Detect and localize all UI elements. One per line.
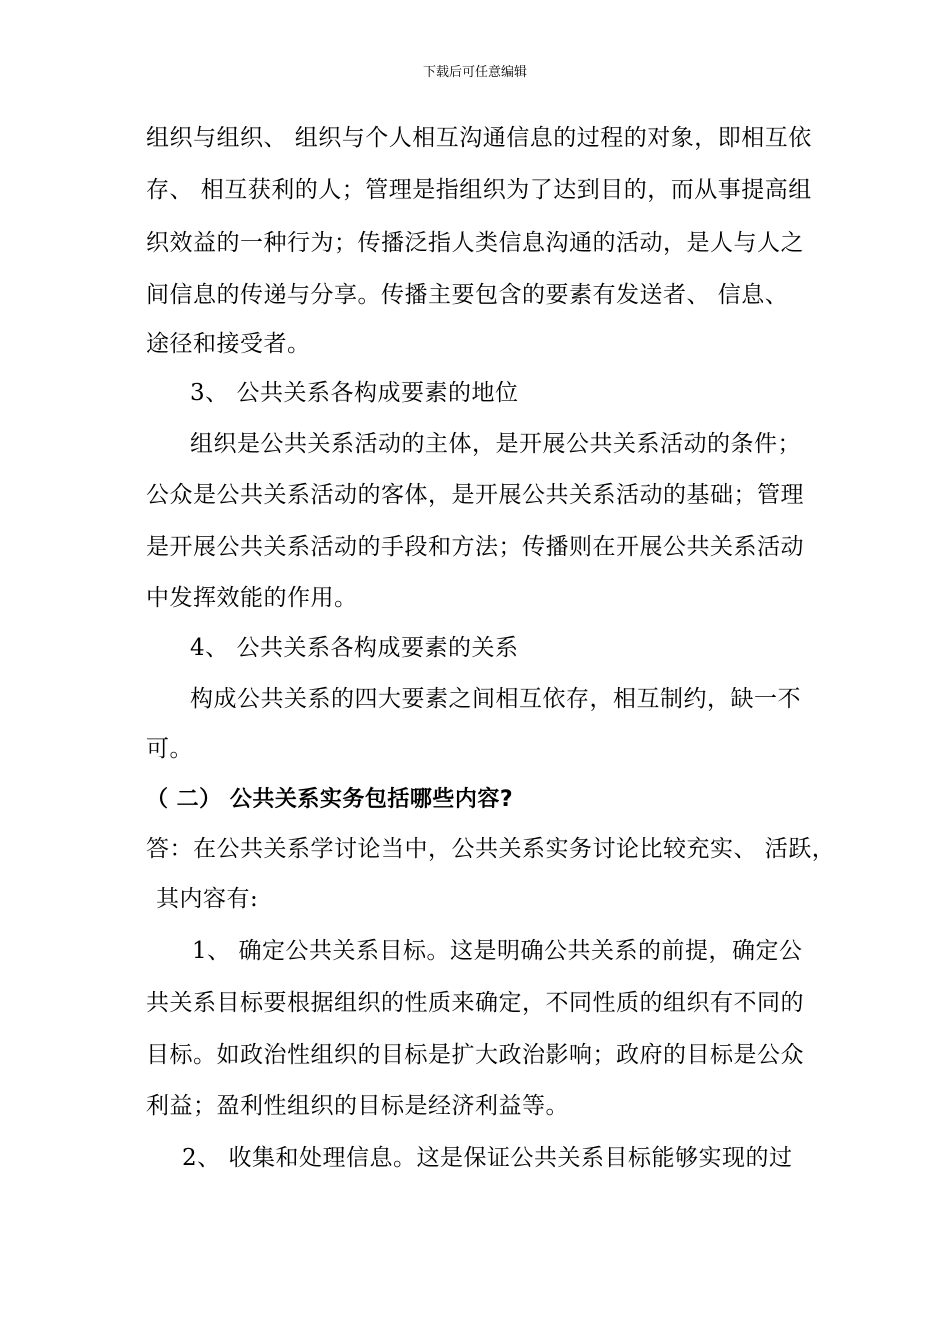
answer-line: 答：在公共关系学讨论当中，公共关系实务讨论比较充实、 活跃， [146,836,836,862]
page-header: 下载后可任意编辑 [422,65,527,80]
body-line: 中发挥效能的作用。 [146,585,358,611]
body-line: 共关系目标要根据组织的性质来确定，不同性质的组织有不同的 [146,990,804,1016]
body-line: 是开展公共关系活动的手段和方法；传播则在开展公共关系活动 [146,534,804,560]
section-heading: 3、 公共关系各构成要素的地位 [190,380,519,406]
body-line: 途径和接受者。 [146,331,311,357]
body-line: 利益；盈利性组织的目标是经济利益等。 [146,1093,569,1119]
body-line: 组织是公共关系活动的主体，是开展公共关系活动的条件； [190,431,801,457]
body-line: 1、 确定公共关系目标。这是明确公共关系的前提，确定公 [192,938,803,964]
body-line: 目标。如政治性组织的目标是扩大政治影响；政府的目标是公众 [146,1042,804,1068]
body-line: 存、 相互获利的人；管理是指组织为了达到目的，而从事提高组 [146,177,812,203]
body-line: 间信息的传递与分享。传播主要包含的要素有发送者、 信息、 [146,282,789,308]
body-line: 可。 [146,736,193,762]
body-line: 公众是公共关系活动的客体，是开展公共关系活动的基础；管理 [146,482,804,508]
body-line: 构成公共关系的四大要素之间相互依存，相互制约，缺一不 [190,686,801,712]
body-line: 其内容有: [156,886,259,912]
section-heading: 4、 公共关系各构成要素的关系 [190,635,519,661]
question-heading: （ 二） 公共关系实务包括哪些内容? [146,787,514,812]
body-line: 组织与组织、 组织与个人相互沟通信息的过程的对象，即相互依 [146,125,812,151]
body-line: 织效益的一种行为；传播泛指人类信息沟通的活动，是人与人之 [146,230,804,256]
body-line: 2、 收集和处理信息。这是保证公共关系目标能够实现的过 [182,1145,793,1171]
